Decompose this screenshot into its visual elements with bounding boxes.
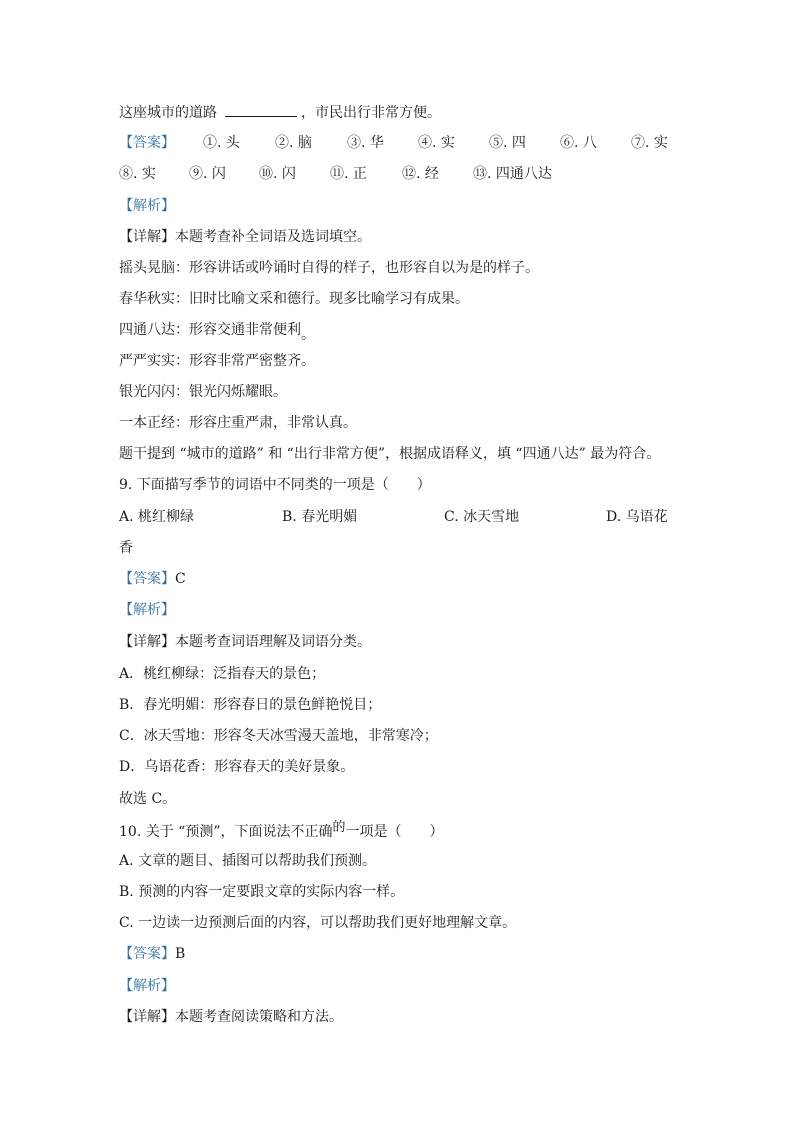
option-d: D. 乌语花 — [606, 509, 668, 525]
q10-option-c: C. 一边读一边预测后面的内容，可以帮助我们更好地理解文章。 — [119, 915, 517, 931]
answer-item: ⑦. 实 — [631, 135, 668, 151]
answer-item: ⑫. 经 — [402, 166, 439, 182]
q8-explanation-line: 一本正经：形容庄重严肃，非常认真。 — [119, 415, 357, 431]
q8-answer-tag: 【答案】 — [119, 135, 175, 151]
q9-explanation-line: C．冰天雪地：形容冬天冰雪漫天盖地，非常寒冷； — [119, 728, 438, 744]
q10-answer — [119, 944, 185, 964]
answer-item: ⑩. 闪 — [259, 166, 296, 182]
q9-answer — [119, 569, 186, 589]
detail-tag: 【详解】 — [119, 634, 175, 650]
answer-item: ⑤. 四 — [489, 135, 526, 151]
explanation-text: 四通八达：形容交通非常便利 — [119, 322, 301, 338]
q8-explanation-line: 严严实实：形容非常严密整齐。 — [119, 353, 315, 369]
detail-tag: 【详解】 — [119, 1009, 175, 1025]
q10-option-b: B. 预测的内容一定要跟文章的实际内容一样。 — [119, 884, 405, 900]
answer-item: ⑬. 四通八达 — [473, 166, 552, 182]
stem-raised: 的 — [332, 820, 346, 835]
q9-option-wrap: 香 — [119, 540, 133, 556]
option-c: C. 冰天雪地 — [444, 509, 520, 525]
answer-tag: 【答案】 — [119, 571, 175, 587]
option-a: A. 桃红柳绿 — [119, 509, 195, 525]
sentence-before: 这座城市的道路 — [119, 105, 217, 121]
detail-text: 本题考查词语理解及词语分类。 — [175, 634, 371, 650]
q10-detail — [119, 1007, 343, 1027]
stem-after: 一项是（ ） — [345, 824, 444, 840]
sentence-after: ，市民出行非常方便。 — [301, 105, 441, 121]
stem-before: 10. 关于 “预测”，下面说法不正确 — [119, 824, 333, 840]
q9-detail — [119, 632, 371, 652]
q8-conclusion: 题干提到 “城市的道路” 和 “出行非常方便”，根据成语释义，填 “四通八达” 最为符合。 — [119, 446, 661, 462]
q9-analysis-tag: 【解析】 — [119, 602, 175, 618]
answer-item: ②. 脑 — [275, 135, 312, 151]
period-mark: 。 — [301, 327, 315, 343]
q9-explanation-line: A．桃红柳绿：泛指春天的景色； — [119, 666, 326, 682]
q10-analysis-tag: 【解析】 — [119, 978, 175, 994]
answer-value: B — [175, 946, 186, 962]
option-b: B. 春光明媚 — [282, 509, 358, 525]
answer-value: C — [175, 571, 186, 587]
answer-item: ⑥. 八 — [560, 135, 597, 151]
detail-text: 本题考查补全词语及选词填空。 — [175, 229, 371, 245]
answer-item: ④. 实 — [418, 135, 455, 151]
q9-explanation-line: D．乌语花香：形容春天的美好景象。 — [119, 759, 355, 775]
answer-item: ⑧. 实 — [119, 166, 156, 182]
answer-item: ①. 头 — [203, 135, 240, 151]
q9-stem: 9. 下面描写季节的词语中不同类的一项是（ ） — [119, 477, 431, 493]
q8-detail — [119, 227, 371, 247]
answer-tag: 【答案】 — [119, 946, 175, 962]
q9-explanation-line: B．春光明媚：形容春日的景色鲜艳悦目； — [119, 697, 382, 713]
q8-explanation-line: 春华秋实：旧时比喻文采和德行。现多比喻学习有成果。 — [119, 291, 469, 307]
answer-item: ③. 华 — [347, 135, 384, 151]
q8-explanation-line: 摇头晃脑：形容讲话或吟诵时自得的样子，也形容自以为是的样子。 — [119, 260, 539, 276]
q8-analysis-tag: 【解析】 — [119, 198, 175, 214]
fill-blank-sentence — [119, 102, 441, 123]
q9-conclusion: 故选 C。 — [119, 791, 177, 807]
q10-option-a: A. 文章的题目、插图可以帮助我们预测。 — [119, 853, 377, 869]
q8-explanation-line — [119, 320, 315, 343]
answer-item: ⑨. 闪 — [189, 166, 226, 182]
q8-explanation-line: 银光闪闪：银光闪烁耀眼。 — [119, 384, 287, 400]
detail-tag: 【详解】 — [119, 229, 175, 245]
q10-stem — [119, 822, 444, 843]
answer-item: ⑪. 正 — [330, 166, 367, 182]
detail-text: 本题考查阅读策略和方法。 — [175, 1009, 343, 1025]
answer-blank — [225, 102, 297, 117]
